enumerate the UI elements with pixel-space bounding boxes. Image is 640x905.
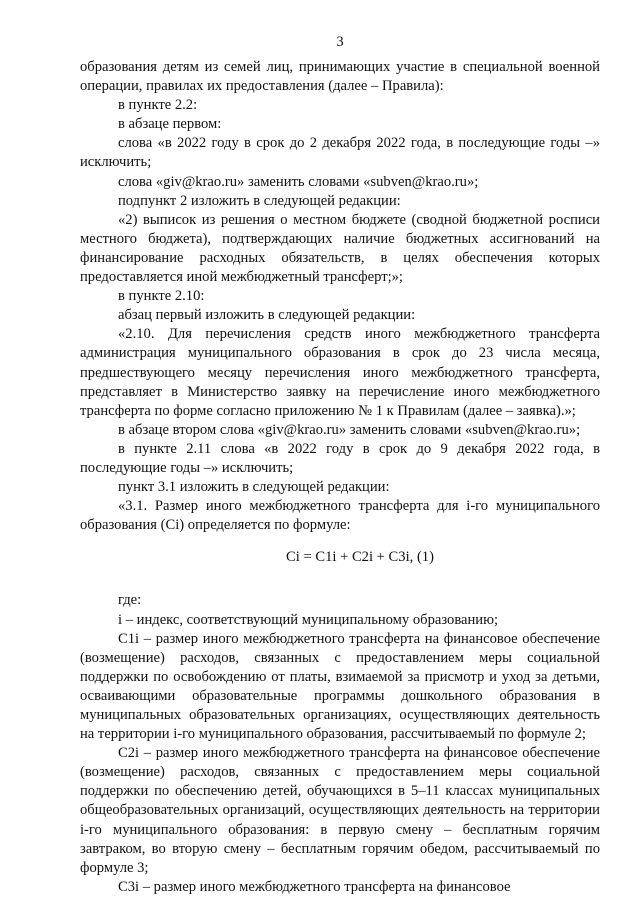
paragraph: в пункте 2.11 слова «в 2022 году в срок до 9 декабря 2022 года, в последующие годы –» исключить;: [80, 440, 600, 476]
paragraph: в пункте 2.2:: [118, 97, 198, 114]
paragraph: в пункте 2.10:: [118, 288, 205, 305]
paragraph: где:: [118, 592, 142, 609]
paragraph: образования детям из семей лиц, принимающих участие в специальной военной операции, правилах их предоставления (далее – Правила):: [80, 59, 600, 95]
paragraph: в абзаце первом:: [118, 116, 222, 133]
paragraph: пункт 3.1 изложить в следующей редакции:: [118, 479, 390, 496]
page-number: 3: [336, 34, 344, 50]
paragraph: C2i – размер иного межбюджетного трансферта на финансовое обеспечение (возмещение) расходов, связанных с предоставлением меры социальной поддержки по обеспечению детей, обучающихся в 5–11 классах муниципальных общеобразовательных организаций, осуществляющих деятельность на территории i-го муниципального образования: в первую смену – бесплатным горячим завтраком, во вторую смену – бесплатным горячим обедом, рассчитываемый по формуле 3;: [80, 745, 600, 876]
paragraph: слова «giv@krao.ru» заменить словами «subven@krao.ru»;: [118, 173, 479, 190]
paragraph: C3i – размер иного межбюджетного трансферта на финансовое: [118, 878, 511, 895]
formula: Ci = C1i + C2i + C3i, (1): [286, 549, 434, 566]
paragraph: подпункт 2 изложить в следующей редакции:: [118, 192, 401, 209]
paragraph: слова «в 2022 году в срок до 2 декабря 2022 года, в последующие годы –» исключить;: [80, 135, 600, 171]
paragraph: i – индекс, соответствующий муниципальному образованию;: [118, 611, 499, 628]
paragraph: «3.1. Размер иного межбюджетного трансферта для i-го муниципального образования (Ci) определяется по формуле:: [80, 498, 600, 534]
paragraph: C1i – размер иного межбюджетного трансферта на финансовое обеспечение (возмещение) расходов, связанных с предоставлением меры социальной поддержки по освобождению от платы, взимаемой за присмотр и уход за детьми, осваивающими образовательные программы дошкольного образования в муниципальных образовательных организациях, осуществляющих деятельность на территории i-го муниципального образования, рассчитываемый по формуле 2;: [80, 630, 600, 743]
document-body: [80, 58, 600, 897]
paragraph: абзац первый изложить в следующей редакции:: [118, 307, 416, 324]
paragraph: в абзаце втором слова «giv@krao.ru» заменить словами «subven@krao.ru»;: [118, 421, 581, 438]
paragraph: «2) выписок из решения о местном бюджете (сводной бюджетной росписи местного бюджета), подтверждающих наличие бюджетных ассигнований на финансирование расходных обязательств, в целях обеспечения которых предоставляется иной межбюджетный трансферт;»;: [80, 211, 600, 286]
paragraph: «2.10. Для перечисления средств иного межбюджетного трансферта администрация муниципального образования в срок до 23 числа месяца, предшествующего месяцу перечисления иного межбюджетного трансферта, представляет в Министерство заявку на перечисление иного межбюджетного трансферта по форме согласно приложению № 1 к Правилам (далее – заявка).»;: [80, 326, 600, 419]
